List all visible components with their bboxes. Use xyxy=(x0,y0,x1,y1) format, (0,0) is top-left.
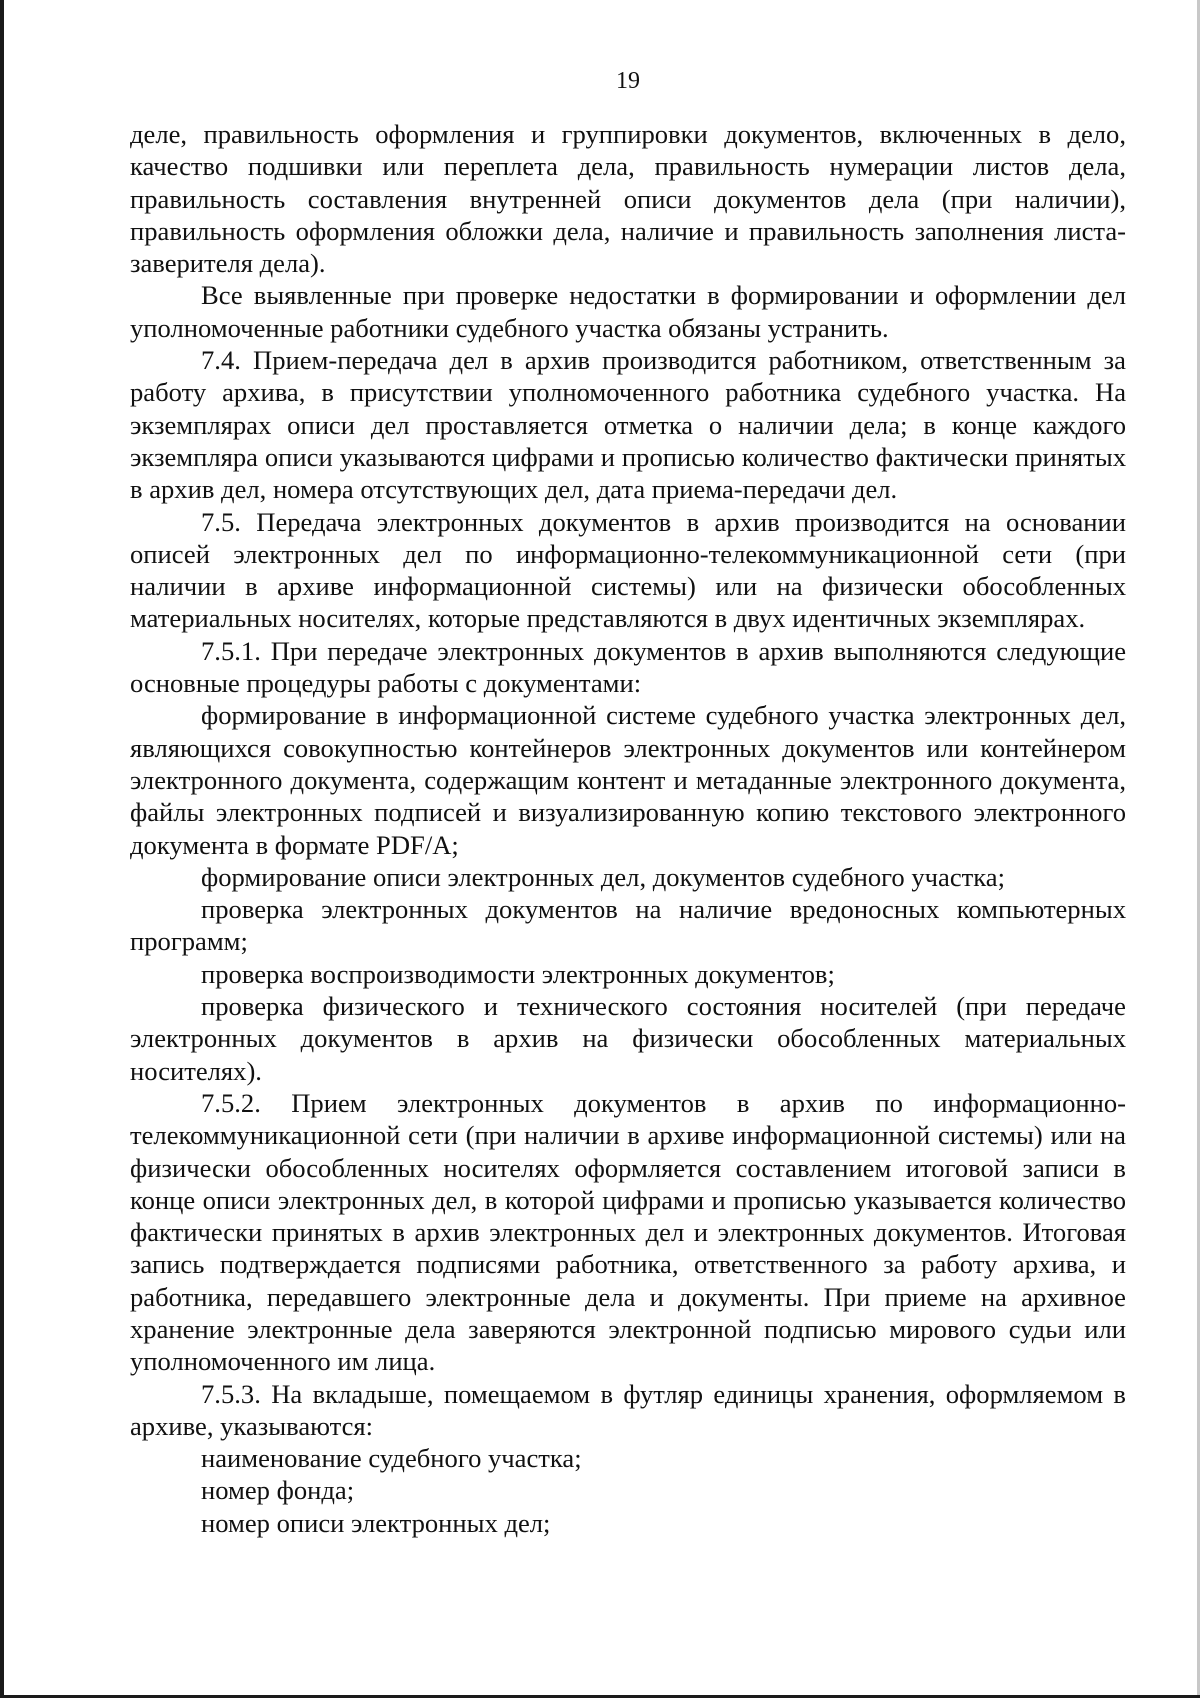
paragraph-deficiencies: Все выявленные при проверке недостатки в формировании и оформлении дел уполномоченные работники судебного участка обязаны устранить. xyxy=(130,280,1126,343)
list-item-court-district-name: наименование судебного участка; xyxy=(201,1443,582,1474)
list-item-malware-check: проверка электронных документов на наличие вредоносных компьютерных программ; xyxy=(130,894,1126,957)
list-item-reproducibility-check: проверка воспроизводимости электронных документов; xyxy=(201,958,835,989)
document-body xyxy=(130,118,1126,1539)
paragraph-7-5: 7.5. Передача электронных документов в архив производится на основании описей электронных дел по информационно-телекоммуникационной сети (при наличии в архиве информационной системы) или на физически обособленных материальных носителях, которые представляются в двух идентичных экземплярах. xyxy=(130,506,1126,634)
list-item-fund-number: номер фонда; xyxy=(201,1475,355,1506)
paragraph-7-4: 7.4. Прием-передача дел в архив производится работником, ответственным за работу архива, в присутствии уполномоченного работника судебного участка. На экземплярах описи дел проставляется отметка о наличии дела; в конце каждого экземпляра описи указываются цифрами и прописью количество фактически принятых в архив дел, номера отсутствующих дел, дата приема-передачи дел. xyxy=(130,345,1126,505)
paragraph-continuation: деле, правильность оформления и группировки документов, включенных в дело, качество подшивки или переплета дела, правильность нумерации листов дела, правильность составления внутренней описи документов дела (при наличии), правильность оформления обложки дела, наличие и правильность заполнения листа-заверителя дела). xyxy=(130,119,1126,279)
page-number: 19 xyxy=(616,68,640,94)
list-item-media-check: проверка физического и технического состояния носителей (при передаче электронных документов в архив на физически обособленных материальных носителях). xyxy=(130,991,1126,1086)
list-item-forming-electronic-cases: формирование в информационной системе судебного участка электронных дел, являющихся совокупностью контейнеров электронных документов или контейнером электронного документа, содержащим контент и метаданные электронного документа, файлы электронных подписей и визуализированную копию текстового электронного документа в формате PDF/A; xyxy=(130,700,1126,860)
paragraph-7-5-1: 7.5.1. При передаче электронных документов в архив выполняются следующие основные процедуры работы с документами: xyxy=(130,635,1126,699)
paragraph-7-5-3: 7.5.3. На вкладыше, помещаемом в футляр единицы хранения, оформляемом в архиве, указываются: xyxy=(130,1378,1126,1441)
paragraph-7-5-2: 7.5.2. Прием электронных документов в архив по информационно-телекоммуникационной сети (при наличии в архиве информационной системы) или на физически обособленных носителях оформляется составлением итоговой записи в конце описи электронных дел, в которой цифрами и прописью указывается количество фактически принятых в архив электронных дел и электронных документов. Итоговая запись подтверждается подписями работника, ответственного за работу архива, и работника, передавшего электронные дела и документы. При приеме на архивное хранение электронные дела заверяются электронной подписью мирового судьи или уполномоченного им лица. xyxy=(130,1087,1126,1377)
list-item-inventory-number: номер описи электронных дел; xyxy=(201,1507,551,1538)
scan-edge-left xyxy=(0,0,4,1698)
list-item-forming-inventory: формирование описи электронных дел, документов судебного участка; xyxy=(201,861,1005,892)
